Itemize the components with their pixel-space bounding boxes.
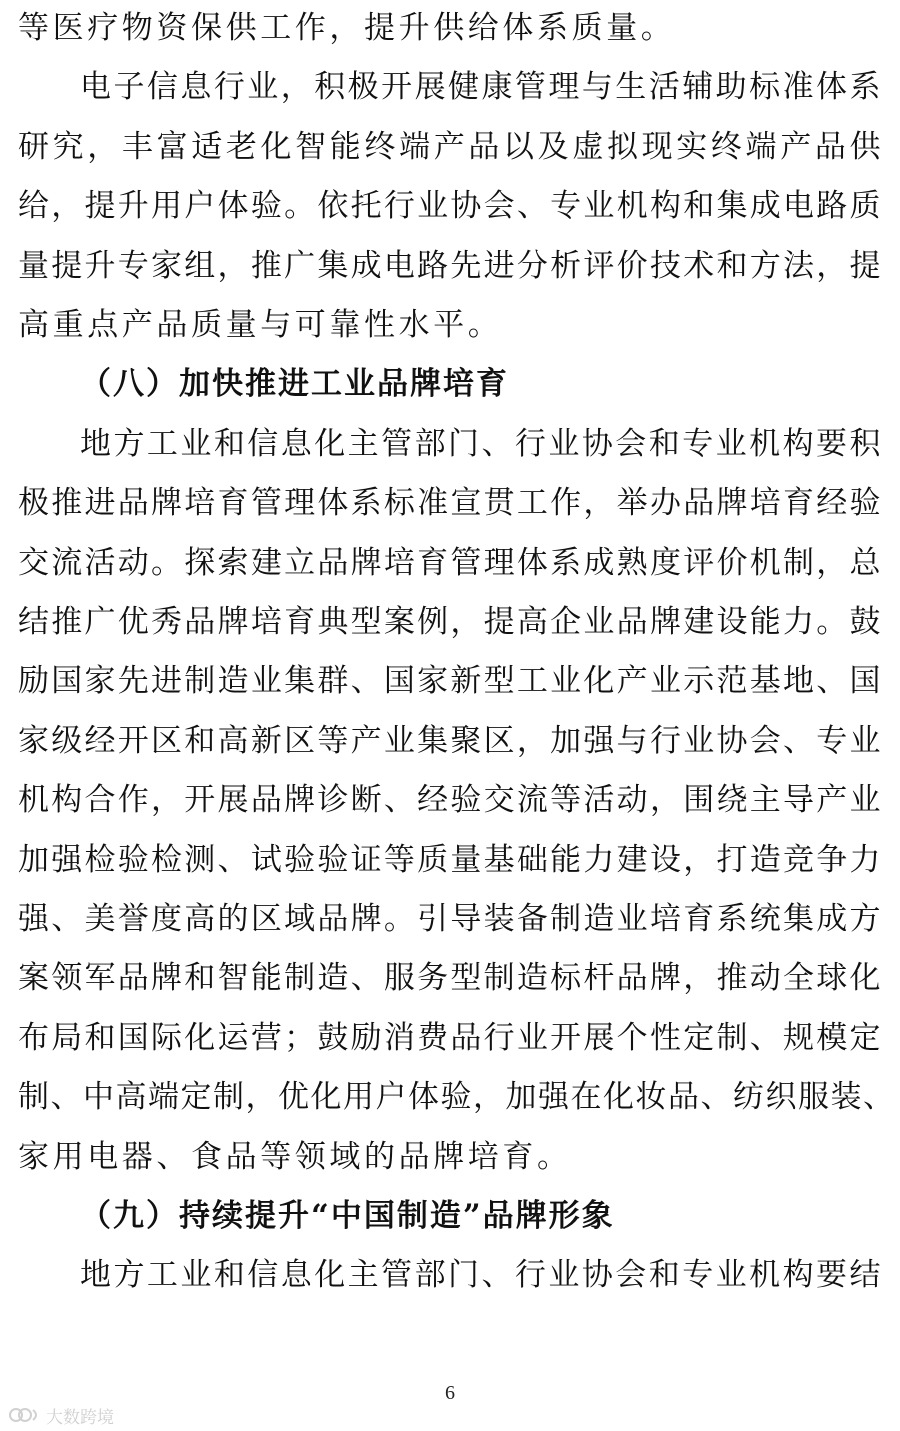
text-line: 地方工业和信息化主管部门、行业协会和专业机构要积	[80, 425, 882, 462]
text-line: 等医疗物资保供工作，提升供给体系质量。	[18, 10, 676, 46]
text-line: 加强检验检测、试验验证等质量基础能力建设，打造竞争力	[18, 841, 882, 878]
text-line: 励国家先进制造业集群、国家新型工业化产业示范基地、国	[18, 663, 882, 700]
page-number: 6	[445, 1382, 455, 1404]
watermark-text: 大数跨境	[46, 1407, 114, 1428]
text-line: 制、中高端定制，优化用户体验，加强在化妆品、纺织服装、	[18, 1079, 896, 1116]
text-line: 家级经开区和高新区等产业集聚区，加强与行业协会、专业	[18, 722, 882, 759]
text-line: 家用电器、食品等领域的品牌培育。	[18, 1138, 572, 1175]
text-line: 量提升专家组，推广集成电路先进分析评价技术和方法，提	[18, 247, 882, 284]
text-line: 极推进品牌培育管理体系标准宣贯工作，举办品牌培育经验	[18, 485, 882, 522]
text-line: 机构合作，开展品牌诊断、经验交流等活动，围绕主导产业	[18, 782, 882, 819]
watermark	[8, 1404, 114, 1426]
text-line: 高重点产品质量与可靠性水平。	[18, 307, 503, 343]
text-line: 强、美誉度高的区域品牌。引导装备制造业培育系统集成方	[18, 901, 882, 937]
text-line: 交流活动。探索建立品牌培育管理体系成熟度评价机制，总	[18, 544, 882, 581]
text-line: 电子信息行业，积极开展健康管理与生活辅助标准体系	[80, 69, 882, 106]
text-line: 给，提升用户体验。依托行业协会、专业机构和集成电路质	[18, 188, 882, 225]
text-line: 布局和国际化运营；鼓励消费品行业开展个性定制、规模定	[18, 1019, 882, 1056]
brand-logo-icon	[8, 1406, 42, 1424]
text-line: 结推广优秀品牌培育典型案例，提高企业品牌建设能力。鼓	[18, 604, 882, 640]
text-line: 案领军品牌和智能制造、服务型制造标杆品牌，推动全球化	[18, 960, 882, 997]
text-line: 地方工业和信息化主管部门、行业协会和专业机构要结	[80, 1257, 882, 1294]
section-heading: （八）加快推进工业品牌培育	[80, 366, 509, 403]
section-heading: （九）持续提升“中国制造”品牌形象	[80, 1198, 615, 1234]
text-line: 研究，丰富适老化智能终端产品以及虚拟现实终端产品供	[18, 128, 882, 165]
